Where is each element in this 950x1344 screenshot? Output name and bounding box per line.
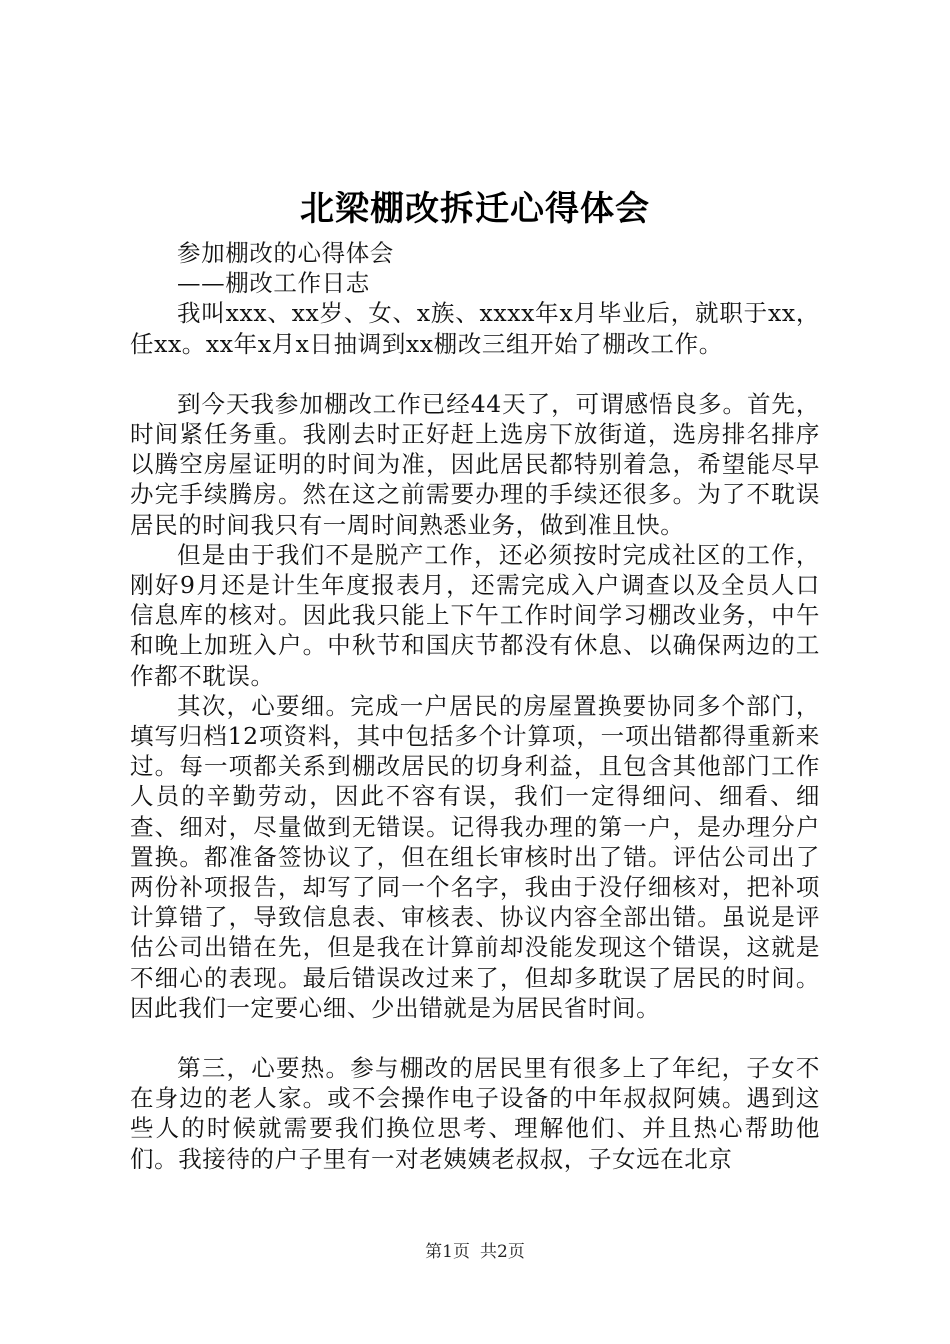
subtitle-line: ——棚改工作日志 xyxy=(177,269,370,298)
paragraph: 我叫xxx、xx岁、女、x族、xxxx年x月毕业后，就职于xx，任xx。xx年x月x日抽调到xx棚改三组开始了棚改工作。 xyxy=(130,299,820,358)
paragraph: 第三，心要热。参与棚改的居民里有很多上了年纪，子女不在身边的老人家。或不会操作电子设备的中年叔叔阿姨。遇到这些人的时候就需要我们换位思考、理解他们、并且热心帮助他们。我接待的户子里有一对老姨姨老叔叔，子女远在北京 xyxy=(130,1054,820,1173)
subtitle-line: 参加棚改的心得体会 xyxy=(177,239,394,267)
paragraph: 到今天我参加棚改工作已经44天了，可谓感悟良多。首先，时间紧任务重。我刚去时正好赶上选房下放街道，选房排名排序以腾空房屋证明的时间为准，因此居民都特别着急，希望能尽早办完手续腾房。然在这之前需要办理的手续还很多。为了不耽误居民的时间我只有一周时间熟悉业务，做到准且快。 xyxy=(130,389,820,539)
page-total: 共2页 xyxy=(480,1242,525,1262)
document-title: 北梁棚改拆迁心得体会 xyxy=(300,189,650,229)
page-number: 第1页 xyxy=(425,1242,470,1262)
document-body xyxy=(130,238,820,1174)
paragraph: 其次，心要细。完成一户居民的房屋置换要协同多个部门，填写归档12项资料，其中包括多个计算项，一项出错都得重新来过。每一项都关系到棚改居民的切身利益，且包含其他部门工作人员的辛勤劳动，因此不容有误，我们一定得细问、细看、细查、细对，尽量做到无错误。记得我办理的第一户，是办理分户置换。都准备签协议了，但在组长审核时出了错。评估公司出了两份补项报告，却写了同一个名字，我由于没仔细核对，把补项计算错了，导致信息表、审核表、协议内容全部出错。虽说是评估公司出错在先，但是我在计算前却没能发现这个错误，这就是不细心的表现。最后错误改过来了，但却多耽误了居民的时间。因此我们一定要心细、少出错就是为居民省时间。 xyxy=(130,691,820,1022)
paragraph: 但是由于我们不是脱产工作，还必须按时完成社区的工作，刚好9月还是计生年度报表月，还需完成入户调查以及全员人口信息库的核对。因此我只能上下午工作时间学习棚改业务，中午和晚上加班入户。中秋节和国庆节都没有休息、以确保两边的工作都不耽误。 xyxy=(130,540,820,690)
page-footer xyxy=(0,1240,950,1264)
